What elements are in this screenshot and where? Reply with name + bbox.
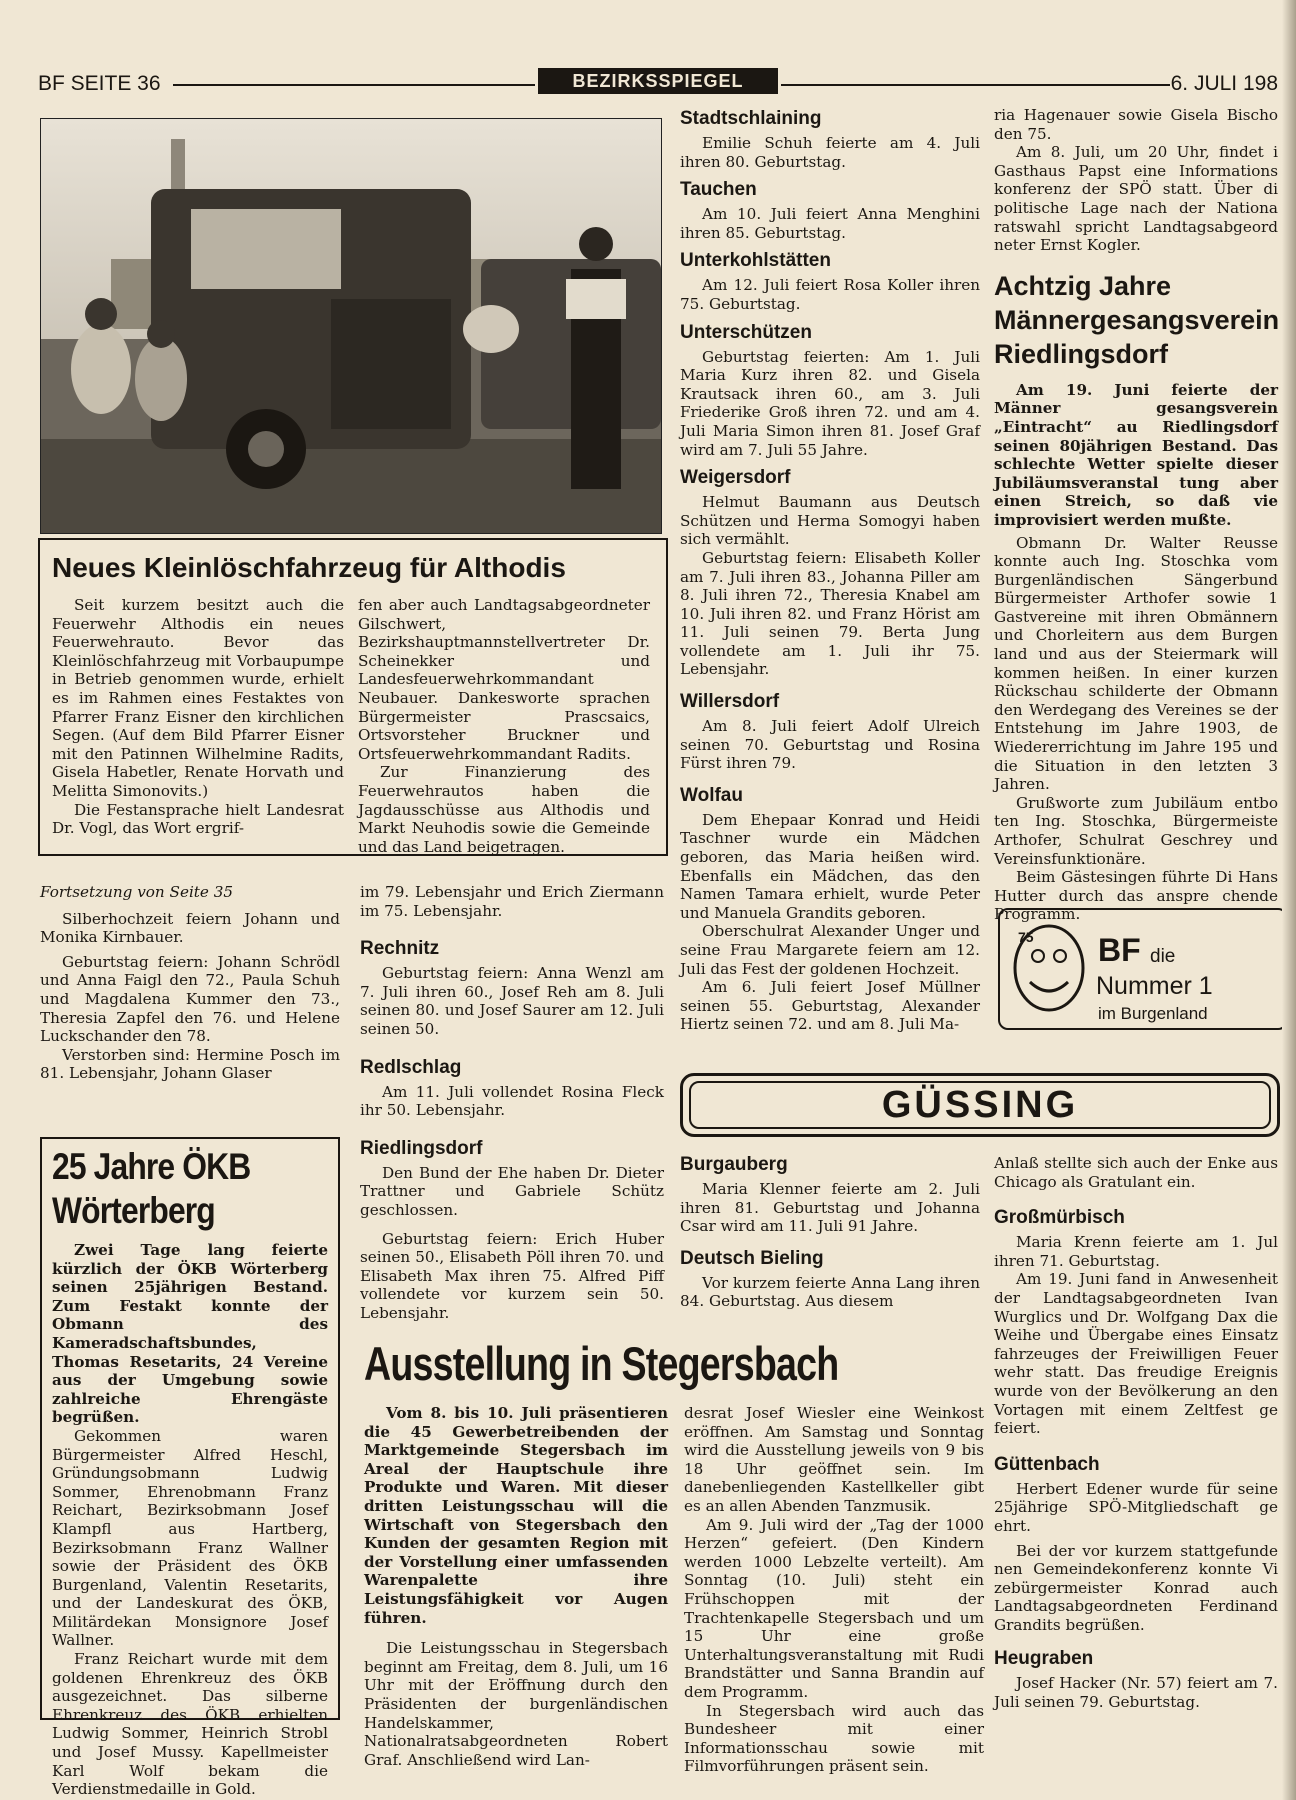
text-deutsch-bieling: Vor kurzem feierte Anna Lang ihren 84. Geburtstag. Aus diesem — [680, 1273, 980, 1311]
heading-burgauberg: Burgauberg — [680, 1154, 788, 1175]
heading-riedlingsdorf: Riedlingsdorf — [360, 1137, 483, 1159]
stegersbach-para-1: Die Leistungsschau in Stegersbach beginnt am Freitag, dem 8. Juli, um 16 Uhr mit der Eröffnung durch den Präsidenten der burgenländischen Handelskammer, Nationalratsabgeordneten Robert Graf. Anschließend wird Lan- — [364, 1639, 668, 1769]
althodis-para-4: Zur Finanzierung des Feuerwehrautos haben die Jagdausschüsse aus Althodis und Markt Neuhodis sowie die Gemeinde und das Land beigetragen. — [358, 763, 650, 856]
heading-rechnitz: Rechnitz — [360, 938, 440, 960]
oekb-para-2: Franz Reichart wurde mit dem goldenen Ehrenkreuz des ÖKB ausgezeichnet. Das silberne Ehrenkreuz des ÖKB erhielten Ludwig Sommer, Heinrich Strobl und Josef Mussy. Kapellmeister Karl Wolf bekam die Verdienstmedaille in Gold. — [52, 1650, 328, 1799]
stegersbach-para-4: In Stegersbach wird auch das Bundesheer mit einer Informationsschau sowie mit Filmvorführungen präsent sein. — [684, 1701, 984, 1776]
page-header — [38, 68, 1278, 98]
heading-willersdorf: Willersdorf — [680, 691, 780, 713]
mgv-headline: Achtzig Jahre Männergesangsverein Riedlingsdorf — [994, 270, 1280, 369]
althodis-col-2 — [358, 596, 650, 856]
text-riedlingsdorf-2: Geburtstag feiern: Erich Huber seinen 50., Elisabeth Pöll ihren 70. und Elisabeth Max ihren 75. Alfred Piff vollendete vor kurzem sein 50. Lebensjahr. — [360, 1229, 664, 1322]
issue-date: 6. JULI 198 — [1170, 72, 1278, 95]
althodis-col-1 — [52, 596, 344, 838]
althodis-para-2: Die Festansprache hielt Landesrat Dr. Vogl, das Wort ergrif- — [52, 800, 344, 838]
althodis-headline: Neues Kleinlöschfahrzeug für Althodis — [52, 552, 566, 583]
text-redlschlag: Am 11. Juli vollendet Rosina Fleck ihr 50. Lebensjahr. — [360, 1082, 664, 1120]
header-rule-right — [781, 84, 1170, 86]
cont-para-3: Verstorben sind: Hermine Posch im 81. Lebensjahr, Johann Glaser — [40, 1045, 340, 1083]
guessing-banner — [680, 1073, 1280, 1137]
althodis-para-1: Seit kurzem besitzt auch die Feuerwehr Althodis ein neues Feuerwehrauto. Bevor das Kleinlöschfahrzeug mit Vorbaupumpe in Betrieb genommen wurde, erhielt es im Rahmen eines Festaktes von Pfarrer Franz Eisner den kirchlichen Segen. (Auf dem Bild Pfarrer Eisner mit den Patinnen Wilhelmine Radits, Gisela Habetler, Renate Horvath und Melitta Simonovits.) — [52, 596, 344, 800]
mgv-lead: Am 19. Juni feierte der Männer gesangsverein „Eintracht“ au Riedlingsdorf seinen 80jährigen Bestand. Das schlechte Wetter spielte dieser Jubiläumsveranstal tung aber einen Streich, so daß vie improvisiert werden mußte. — [994, 380, 1278, 529]
mid-intro: im 79. Lebensjahr und Erich Ziermann im 75. Lebensjahr. — [360, 883, 664, 920]
text-guettenbach-2: Bei der vor kurzem stattgefunde nen Gemeindekonferenz konnte Vi zebürgermeister Konrad auch Landtagsabgeordneten Ferdinand Grandits begrüßen. — [994, 1541, 1278, 1634]
text-heugraben: Josef Hacker (Nr. 57) feiert am 7. Juli seinen 79. Geburtstag. — [994, 1674, 1278, 1712]
enkel-text: Anlaß stellte sich auch der Enke aus Chicago als Gratulant ein. — [994, 1154, 1278, 1191]
text-wolfau-2: Oberschulrat Alexander Unger und seine Frau Margarete feiern am 12. Juli das Fest der goldenen Hochzeit. — [680, 922, 980, 978]
heading-weigersdorf: Weigersdorf — [680, 467, 791, 489]
heading-redlschlag: Redlschlag — [360, 1056, 462, 1078]
text-grossmuerbisch-2: Am 19. Juni fand in Anwesenheit der Landtagsabgeordneten Ivan Wurglics und Dr. Wolfgang Dax die Weihe und Übergabe eines Einsatz fahrzeuges der Freiwilligen Feuer wehr statt. Das freudige Ereignis wurde von der Bevölkerung an den Vortagen mit einem Zeltfest ge feiert. — [994, 1270, 1278, 1438]
photo-image — [41, 119, 661, 533]
text-wolfau-3: Am 6. Juli feiert Josef Müllner seinen 55. Geburtstag, Alexander Hiertz seinen 72. und am 8. Juli Ma- — [680, 978, 980, 1034]
text-tauchen: Am 10. Juli feiert Anna Menghini ihren 85. Geburtstag. — [680, 205, 980, 242]
header-rule-left — [173, 84, 535, 86]
stegersbach-article — [364, 1336, 984, 1776]
column-3 — [680, 106, 980, 1034]
section-title: BEZIRKSSPIEGEL — [538, 68, 778, 94]
text-unterschuetzen: Geburtstag feierten: Am 1. Juli Maria Kurz ihren 82. und Gisela Krautsack ihren 60., am 3. Juli Friederike Groß ihren 72. und am 4. Juli Maria Simon ihren 81. Josef Graf wird am 7. Juli 55 Jahre. — [680, 347, 980, 459]
text-weigersdorf-1: Helmut Baumann aus Deutsch Schützen und Herma Somogyi haben sich vermählt. — [680, 493, 980, 549]
stegersbach-headline: Ausstellung in Stegersbach — [364, 1337, 839, 1390]
stegersbach-lead: Vom 8. bis 10. Juli präsentieren die 45 Gewerbetreibenden der Marktgemeinde Stegersbach im Areal der Hauptschule ihre Produkte und Waren. Mit dieser dritten Leistungsschau will die Wirtschaft von Stegersbach den Kunden der gesamten Region mit der Vorstellung einer umfassenden Warenpalette ihre Leistungsfähigkeit vor Augen führen. — [364, 1404, 668, 1627]
heading-tauchen: Tauchen — [680, 179, 757, 201]
text-riedlingsdorf-1: Den Bund der Ehe haben Dr. Dieter Trattner und Gabriele Schütz geschlossen. — [360, 1163, 664, 1219]
oekb-headline-1: 25 Jahre ÖKB — [52, 1146, 251, 1187]
col4-intro: ria Hagenauer sowie Gisela Bischo den 75. — [994, 106, 1278, 143]
guessing-col-a — [680, 1146, 980, 1311]
heading-deutsch-bieling: Deutsch Bieling — [680, 1247, 824, 1269]
ad-die: die — [1150, 946, 1176, 967]
col4-spoe-notice: Am 8. Juli, um 20 Uhr, findet i Gasthaus Papst eine Informations konferenz der SPÖ statt. Über di politische Lage nach der Nationa ratswahl spricht Landtagsabgeord neter Ernst Kogler. — [994, 143, 1278, 255]
continuation-left — [40, 883, 340, 1083]
stegersbach-para-2: desrat Josef Wiesler eine Weinkost eröffnen. Am Samstag und Sonntag wird die Ausstellung jeweils von 9 bis 18 Uhr geöffnet sein. Im danebenliegenden Kastellkeller gibt es an allen Abenden Tanzmusik. — [684, 1404, 984, 1515]
text-unterkohlstaetten: Am 12. Juli feiert Rosa Koller ihren 75. Geburtstag. — [680, 276, 980, 313]
text-willersdorf: Am 8. Juli feiert Adolf Ulreich seinen 70. Geburtstag und Rosina Fürst ihren 79. — [680, 717, 980, 773]
heading-grossmuerbisch: Großmürbisch — [994, 1207, 1125, 1229]
text-rechnitz: Geburtstag feiern: Anna Wenzl am 7. Juli ihren 60., Josef Reh am 8. Juli seinen 80. und Josef Saurer am 12. Juli seinen 50. — [360, 964, 664, 1038]
text-stadtschlaining: Emilie Schuh feierte am 4. Juli ihren 80. Geburtstag. — [680, 134, 980, 171]
continued-note: Fortsetzung von Seite 35 — [40, 883, 234, 901]
oekb-para-1: Gekommen waren Bürgermeister Alfred Heschl, Gründungsobmann Ludwig Sommer, Ehrenobmann Franz Reichart, Bezirksobmann Josef Klampfl aus Hartberg, Bezirksobmann Franz Wallner sowie der Präsident des ÖKB Burgenland, Valentin Resetarits, und der Landeskurat des ÖKB, Militärdekan Monsignore Josef Wallner. — [52, 1426, 328, 1650]
bf-advert — [998, 908, 1288, 1030]
heading-wolfau: Wolfau — [680, 784, 743, 806]
page-edge-shadow — [1282, 0, 1296, 1800]
stegersbach-col-2 — [684, 1404, 984, 1776]
mgv-para-1: Obmann Dr. Walter Reusse konnte auch Ing. Stoschka vom Burgenländischen Sängerbund Bürgermeister Arthofer sowie 1 Gastvereine mit ihren Obmännern und Chorleitern aus dem Burgen land und aus der Steiermark will kommen heißen. In einer kurzen Rückschau schilderte der Obmann den Werdegang des Vereines se der Entstehung im Jahre 1903, de Wiedererrichtung im Jahre 195 und die Situation in den letzten 3 Jahren. — [994, 533, 1278, 794]
oekb-article — [40, 1137, 340, 1799]
oekb-lead: Zwei Tage lang feierte kürzlich der ÖKB Wörterberg seinen 25jährigen Bestand. Zum Festakt konnte der Obmann des Kameradschaftsbundes, Thomas Resetarits, 24 Vereine aus der Umgebung sowie zahlreiche Ehrengäste begrüßen. — [52, 1241, 328, 1427]
althodis-article — [38, 538, 668, 856]
guessing-title: GÜSSING — [881, 1083, 1079, 1126]
column-4 — [994, 106, 1278, 924]
text-wolfau-1: Dem Ehepaar Konrad und Heidi Taschner wurde ein Mädchen geboren, das Maria heißen wird. Ebenfalls ein Mädchen, das den Namen Tamara erhielt, wurde Peter und Manuela Grandits geboren. — [680, 810, 980, 922]
heading-unterkohlstaetten: Unterkohlstätten — [680, 250, 831, 272]
stegersbach-col-1 — [364, 1404, 668, 1769]
cont-para-2: Geburtstag feiern: Johann Schrödl und Anna Faigl den 72., Paula Schuh und Magdalena Kummer den 73., Theresia Zapfel den 76. und Helene Luckschander den 78. — [40, 952, 340, 1046]
heading-heugraben: Heugraben — [994, 1648, 1094, 1670]
guessing-banner-frame — [689, 1081, 1271, 1129]
oekb-headline-2: Wörterberg — [52, 1190, 215, 1231]
ad-bf-logo: BF — [1098, 932, 1141, 968]
heading-unterschuetzen: Unterschützen — [680, 321, 812, 343]
mgv-para-3: Beim Gästesingen führte Di Hans Hutter durch das anspre chende Programm. — [994, 868, 1278, 924]
heading-guettenbach: Güttenbach — [994, 1453, 1100, 1475]
continuation-middle — [360, 883, 664, 1323]
ad-region: im Burgenland — [1098, 1004, 1208, 1023]
ad-nummer: Nummer 1 — [1096, 972, 1213, 1000]
fire-truck-photo — [40, 118, 662, 534]
svg-text:75: 75 — [1018, 929, 1034, 945]
text-grossmuerbisch-1: Maria Krenn feierte am 1. Jul ihren 71. Geburtstag. — [994, 1233, 1278, 1270]
text-guettenbach-1: Herbert Edener wurde für seine 25jährige SPÖ-Mitgliedschaft ge ehrt. — [994, 1479, 1278, 1535]
stegersbach-para-3: Am 9. Juli wird der „Tag der 1000 Herzen“ gefeiert. (Den Kindern werden 1000 Lebzelte verteilt). Am Sonntag (10. Juli) steht ein Frühschoppen mit der Trachtenkapelle Stegersbach und um 15 Uhr eine große Unterhaltungsveranstaltung mit Rudi Brandstätter und Sanna Brandin auf dem Programm. — [684, 1515, 984, 1701]
cartoon-mascot-icon — [1006, 916, 1092, 1024]
cont-para-1: Silberhochzeit feiern Johann und Monika Kirnbauer. — [40, 909, 340, 947]
mgv-para-2: Grußworte zum Jubiläum entbo ten Ing. Stoschka, Bürgermeiste Arthofer, Schulrat Geschrey und Vereinsfunktionäre. — [994, 793, 1278, 868]
heading-stadtschlaining: Stadtschlaining — [680, 108, 822, 129]
text-burgauberg: Maria Klenner feierte am 2. Juli ihren 81. Geburtstag und Johanna Csar wird am 11. Juli 91 Jahre. — [680, 1180, 980, 1236]
text-weigersdorf-2: Geburtstag feiern: Elisabeth Koller am 7. Juli ihren 83., Johanna Piller am 8. Juli ihren 72., Theresia Knabel am 10. Juli ihren 82. und Franz Hörist am 11. Juli seinen 79. Berta Jung vollendete am 1. Juli ihr 75. Lebensjahr. — [680, 548, 980, 679]
page-number: BF SEITE 36 — [38, 72, 161, 95]
althodis-para-3: fen aber auch Landtagsabgeordneter Gilschwert, Bezirkshauptmannstellvertreter Dr. Scheinekker und Landesfeuerwehrkommandant Neubauer. Dankesworte sprachen Bürgermeister Prascsaics, Ortsvorsteher Bruckner und Ortsfeuerwehrkommandant Radits. — [358, 596, 650, 763]
guessing-col-b — [994, 1154, 1278, 1712]
